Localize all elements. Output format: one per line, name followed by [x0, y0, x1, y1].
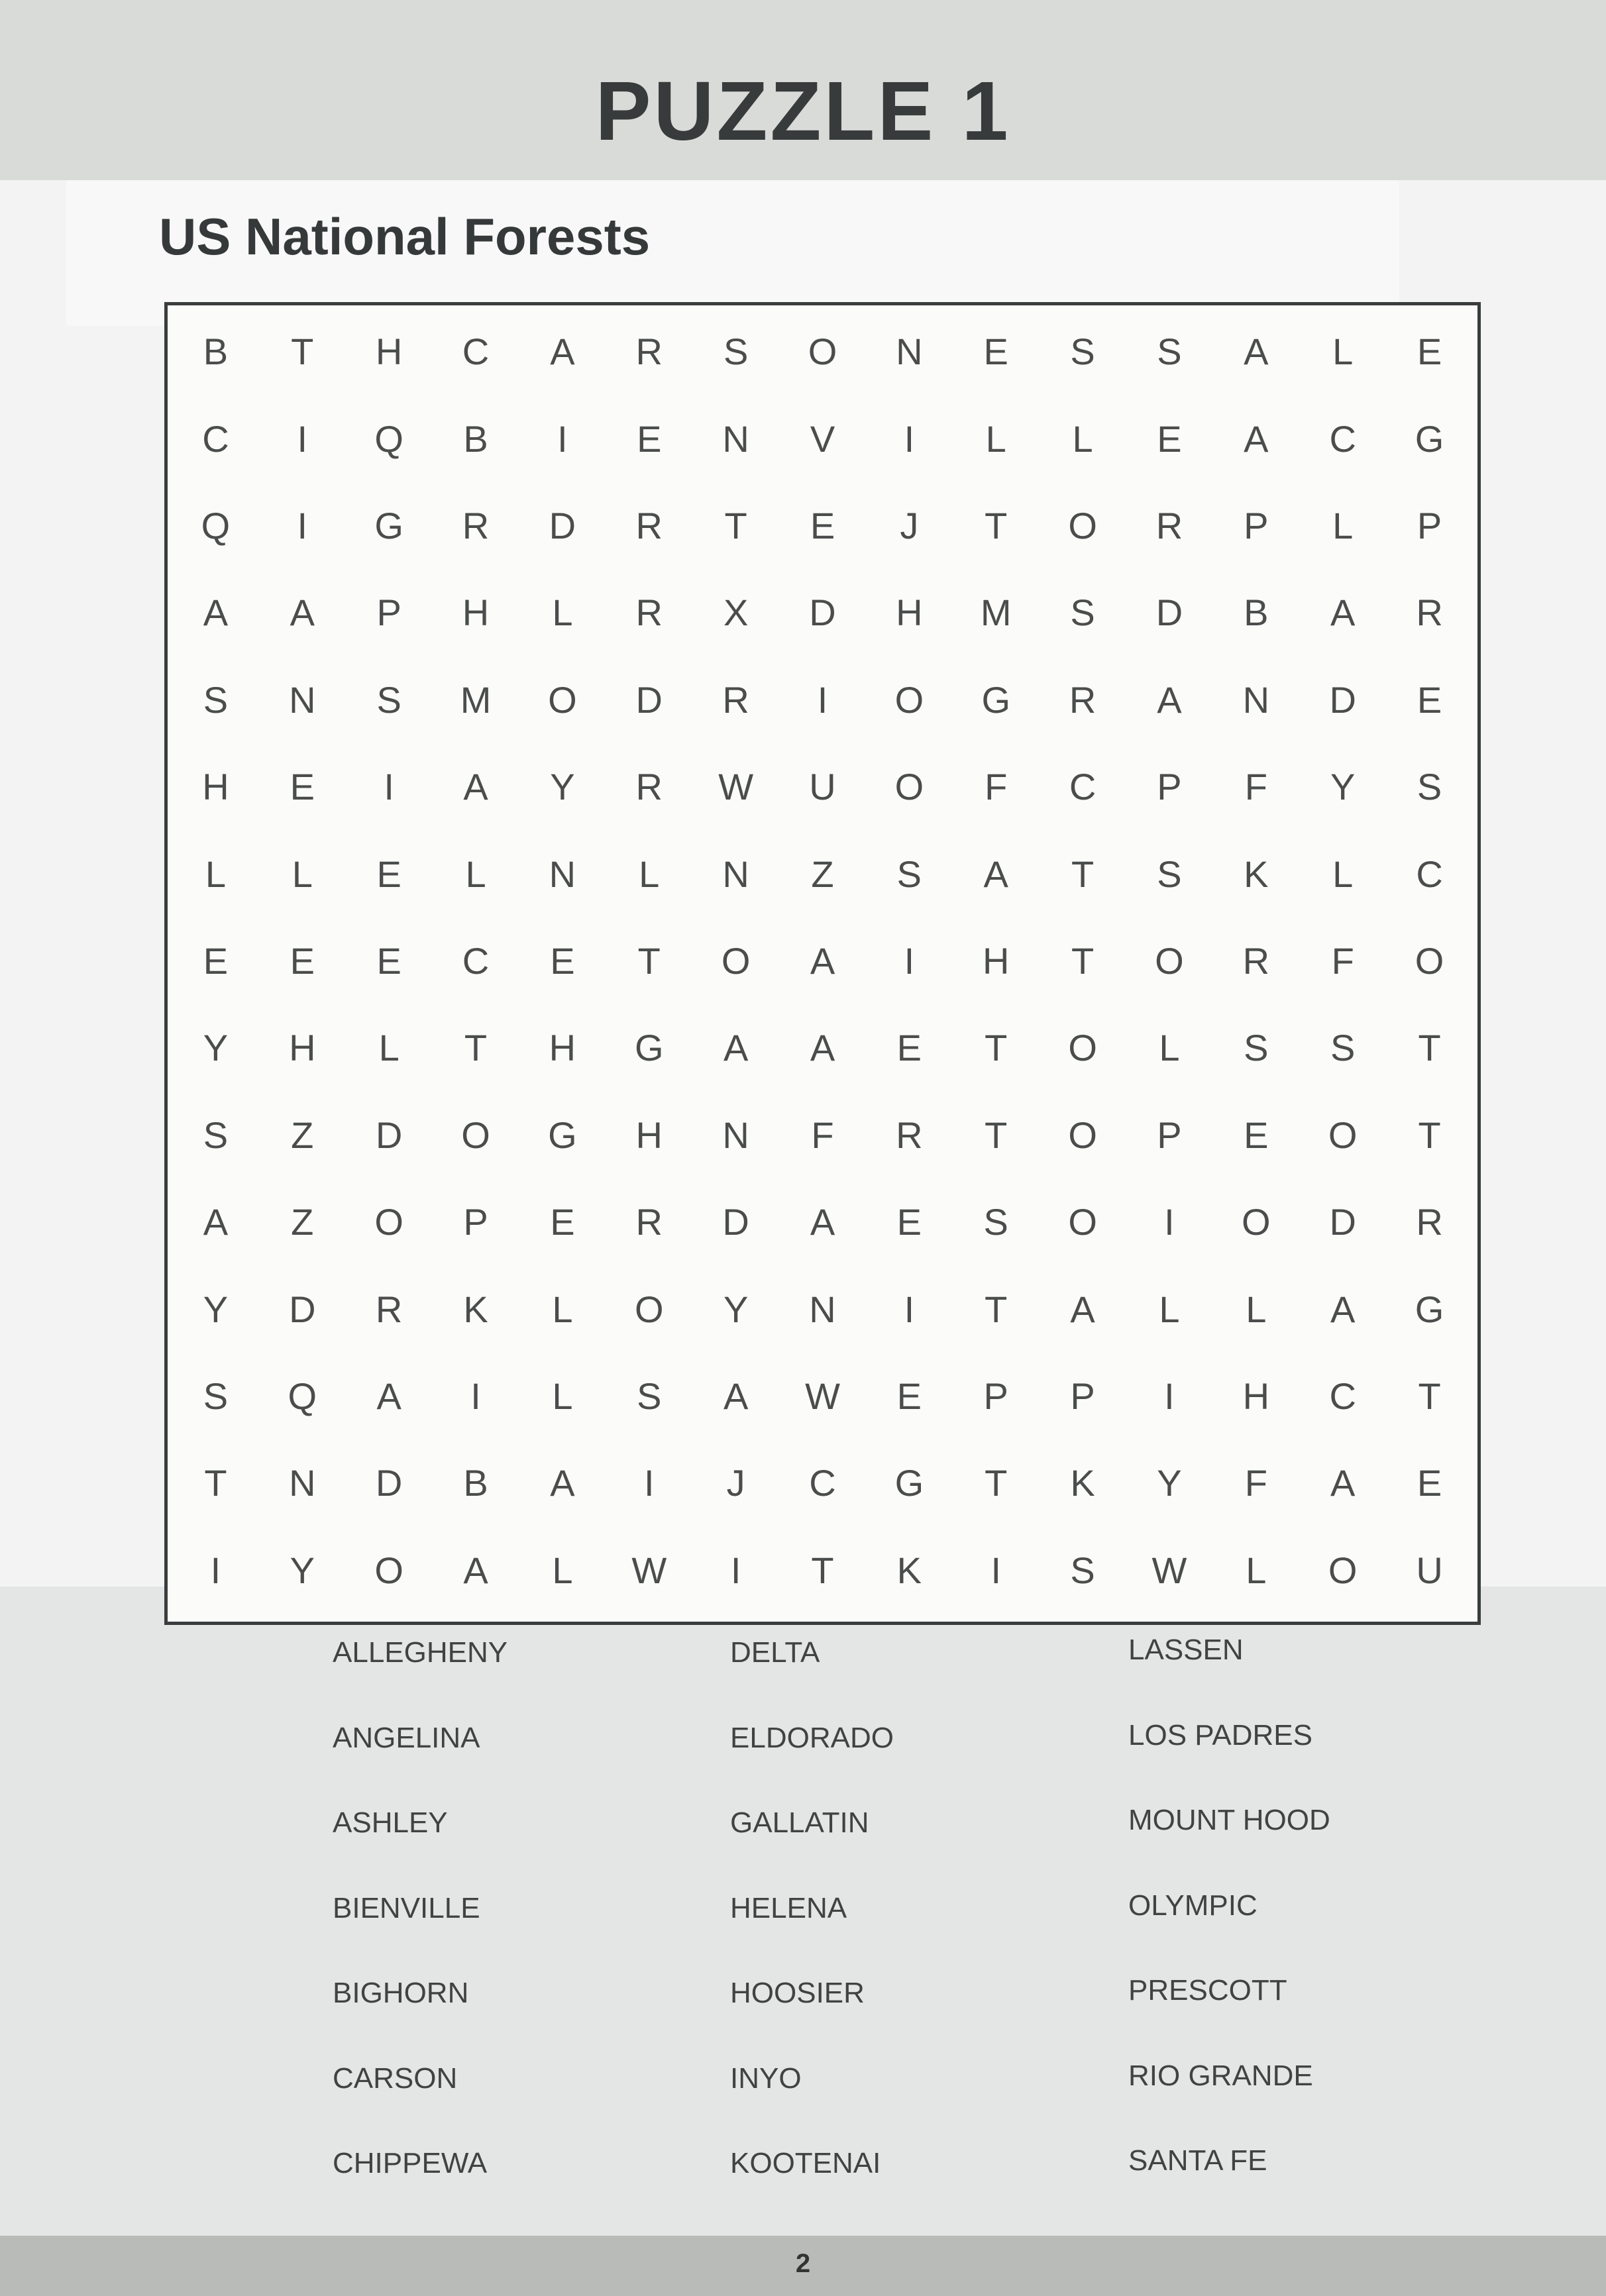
- grid-cell: R: [375, 1288, 403, 1330]
- grid-cell: G: [981, 678, 1010, 721]
- grid-cell: Q: [201, 504, 231, 547]
- grid-cell: N: [1242, 678, 1270, 721]
- word-list-item: LOS PADRES: [1128, 1718, 1312, 1751]
- grid-cell: S: [1157, 853, 1182, 895]
- grid-cell: N: [289, 678, 316, 721]
- grid-cell: S: [1417, 766, 1442, 808]
- grid-cell: T: [985, 1027, 1008, 1069]
- grid-cell: I: [210, 1549, 221, 1591]
- grid-cell: H: [896, 592, 923, 634]
- grid-cell: L: [552, 1375, 573, 1417]
- grid-cell: Y: [1330, 766, 1356, 808]
- grid-cell: S: [1070, 1549, 1095, 1591]
- grid-cell: A: [1330, 1288, 1356, 1330]
- grid-cell: S: [983, 1201, 1008, 1243]
- grid-cell: T: [985, 1114, 1008, 1156]
- grid-cell: J: [726, 1462, 745, 1504]
- word-list-item: CHIPPEWA: [333, 2147, 488, 2179]
- grid-cell: I: [297, 417, 308, 460]
- grid-cell: A: [810, 1027, 835, 1069]
- grid-cell: A: [550, 1462, 575, 1504]
- grid-cell: R: [1155, 504, 1183, 547]
- page-title: PUZZLE 1: [595, 64, 1011, 158]
- grid-cell: F: [985, 766, 1008, 808]
- grid-cell: G: [1415, 417, 1444, 460]
- grid-cell: T: [985, 1462, 1008, 1504]
- grid-cell: E: [896, 1027, 922, 1069]
- grid-cell: O: [1068, 1201, 1097, 1243]
- grid-cell: P: [1417, 504, 1442, 547]
- grid-cell: A: [203, 1201, 229, 1243]
- grid-cell: H: [983, 939, 1010, 982]
- grid-cell: T: [1418, 1114, 1441, 1156]
- grid-cell: T: [204, 1462, 227, 1504]
- grid-cell: G: [634, 1027, 664, 1069]
- grid-cell: O: [1415, 939, 1444, 982]
- word-list-item: PRESCOTT: [1128, 1974, 1287, 2007]
- grid-cell: F: [1331, 939, 1354, 982]
- grid-cell: E: [810, 504, 835, 547]
- grid-cell: I: [384, 766, 394, 808]
- grid-cell: P: [1244, 504, 1269, 547]
- letter-grid: [168, 305, 1477, 1622]
- grid-cell: A: [810, 939, 835, 982]
- grid-cell: M: [460, 678, 492, 721]
- grid-cell: O: [1328, 1549, 1358, 1591]
- grid-cell: O: [1068, 504, 1097, 547]
- grid-cell: Y: [290, 1549, 315, 1591]
- grid-cell: L: [552, 1288, 573, 1330]
- grid-cell: D: [1329, 1201, 1356, 1243]
- grid-cell: A: [463, 1549, 488, 1591]
- grid-cell: L: [292, 853, 313, 895]
- grid-cell: T: [637, 939, 661, 982]
- grid-cell: A: [463, 766, 488, 808]
- word-list-item: OLYMPIC: [1128, 1889, 1258, 1922]
- grid-cell: G: [374, 504, 403, 547]
- grid-cell: P: [1157, 766, 1182, 808]
- word-list-item: INYO: [730, 2061, 802, 2095]
- word-list-item: ELDORADO: [730, 1721, 894, 1754]
- grid-cell: L: [1332, 853, 1354, 895]
- grid-cell: C: [462, 939, 490, 982]
- grid-cell: C: [809, 1462, 836, 1504]
- grid-cell: E: [1417, 678, 1442, 721]
- grid-cell: W: [1151, 1549, 1187, 1591]
- grid-cell: P: [463, 1201, 488, 1243]
- grid-cell: A: [1157, 678, 1182, 721]
- word-list-item: ANGELINA: [333, 1721, 480, 1754]
- grid-cell: K: [1070, 1462, 1095, 1504]
- grid-cell: O: [721, 939, 751, 982]
- grid-cell: D: [549, 504, 576, 547]
- grid-cell: A: [1330, 592, 1356, 634]
- grid-cell: E: [290, 766, 315, 808]
- grid-cell: S: [637, 1375, 662, 1417]
- grid-cell: N: [289, 1462, 316, 1504]
- grid-cell: O: [1155, 939, 1184, 982]
- grid-cell: O: [1068, 1027, 1097, 1069]
- word-list-item: BIGHORN: [333, 1977, 469, 2009]
- grid-cell: S: [1330, 1027, 1356, 1069]
- grid-cell: A: [290, 592, 315, 634]
- grid-cell: C: [462, 331, 490, 373]
- grid-cell: E: [550, 939, 575, 982]
- grid-cell: R: [635, 1201, 663, 1243]
- grid-cell: Y: [1157, 1462, 1182, 1504]
- grid-cell: S: [1244, 1027, 1269, 1069]
- grid-cell: A: [550, 331, 575, 373]
- grid-cell: L: [552, 1549, 573, 1591]
- word-list-item: DELTA: [730, 1636, 820, 1669]
- grid-cell: T: [811, 1549, 834, 1591]
- grid-cell: O: [374, 1549, 403, 1591]
- grid-cell: F: [1244, 766, 1267, 808]
- grid-cell: D: [1155, 592, 1183, 634]
- grid-cell: N: [809, 1288, 836, 1330]
- word-list-item: CARSON: [333, 2061, 458, 2095]
- grid-cell: T: [724, 504, 747, 547]
- grid-cell: E: [376, 939, 402, 982]
- grid-cell: S: [203, 678, 229, 721]
- grid-cell: A: [723, 1375, 749, 1417]
- grid-cell: A: [1244, 331, 1269, 373]
- grid-cell: D: [375, 1114, 403, 1156]
- grid-cell: T: [1071, 939, 1095, 982]
- grid-cell: E: [203, 939, 229, 982]
- grid-cell: T: [291, 331, 314, 373]
- grid-cell: S: [203, 1114, 229, 1156]
- grid-cell: L: [639, 853, 660, 895]
- grid-cell: L: [1332, 504, 1354, 547]
- grid-cell: C: [1069, 766, 1097, 808]
- grid-cell: A: [810, 1201, 835, 1243]
- grid-cell: H: [375, 331, 403, 373]
- grid-cell: O: [1242, 1201, 1271, 1243]
- grid-cell: O: [461, 1114, 490, 1156]
- grid-cell: Y: [550, 766, 575, 808]
- grid-cell: R: [635, 331, 663, 373]
- grid-cell: I: [1164, 1375, 1175, 1417]
- word-list-item: ALLEGHENY: [333, 1636, 508, 1669]
- grid-cell: T: [1418, 1027, 1441, 1069]
- grid-cell: H: [289, 1027, 316, 1069]
- grid-cell: A: [1330, 1462, 1356, 1504]
- grid-cell: C: [202, 417, 229, 460]
- grid-cell: T: [1418, 1375, 1441, 1417]
- grid-cell: Z: [811, 853, 834, 895]
- word-list-item: SANTA FE: [1128, 2144, 1267, 2177]
- grid-cell: D: [635, 678, 663, 721]
- grid-cell: O: [808, 331, 837, 373]
- grid-cell: P: [1070, 1375, 1095, 1417]
- grid-cell: T: [985, 504, 1008, 547]
- grid-cell: A: [1070, 1288, 1095, 1330]
- grid-cell: L: [1332, 331, 1354, 373]
- grid-cell: D: [1329, 678, 1356, 721]
- grid-cell: C: [1329, 1375, 1356, 1417]
- grid-cell: S: [376, 678, 402, 721]
- grid-cell: Y: [203, 1027, 229, 1069]
- grid-cell: E: [637, 417, 662, 460]
- grid-cell: R: [462, 504, 490, 547]
- grid-cell: U: [1416, 1549, 1443, 1591]
- grid-cell: V: [810, 417, 835, 460]
- grid-cell: H: [202, 766, 229, 808]
- grid-cell: L: [378, 1027, 400, 1069]
- grid-cell: W: [805, 1375, 840, 1417]
- grid-cell: E: [983, 331, 1008, 373]
- grid-cell: R: [722, 678, 749, 721]
- grid-cell: E: [896, 1201, 922, 1243]
- grid-cell: G: [548, 1114, 577, 1156]
- grid-cell: K: [463, 1288, 488, 1330]
- grid-cell: S: [723, 331, 749, 373]
- grid-cell: D: [809, 592, 836, 634]
- grid-cell: S: [896, 853, 922, 895]
- grid-cell: R: [1416, 592, 1443, 634]
- page-number: 2: [795, 2249, 811, 2278]
- grid-cell: A: [203, 592, 229, 634]
- grid-cell: A: [376, 1375, 402, 1417]
- grid-cell: I: [904, 1288, 915, 1330]
- grid-cell: S: [203, 1375, 229, 1417]
- word-list-item: KOOTENAI: [730, 2147, 881, 2179]
- word-list-item: HELENA: [730, 1891, 847, 1924]
- word-list-item: RIO GRANDE: [1128, 2059, 1313, 2092]
- grid-cell: B: [203, 331, 229, 373]
- grid-cell: T: [1071, 853, 1095, 895]
- grid-cell: R: [635, 504, 663, 547]
- grid-cell: O: [1068, 1114, 1097, 1156]
- grid-cell: F: [811, 1114, 834, 1156]
- grid-cell: I: [643, 1462, 655, 1504]
- grid-cell: A: [723, 1027, 749, 1069]
- grid-cell: I: [557, 417, 568, 460]
- grid-cell: E: [1157, 417, 1182, 460]
- grid-cell: P: [983, 1375, 1008, 1417]
- word-list-item: MOUNT HOOD: [1128, 1804, 1330, 1836]
- grid-cell: F: [1244, 1462, 1267, 1504]
- grid-cell: P: [1157, 1114, 1182, 1156]
- grid-cell: Q: [288, 1375, 317, 1417]
- grid-cell: A: [1244, 417, 1269, 460]
- grid-cell: I: [904, 417, 915, 460]
- grid-cell: R: [635, 766, 663, 808]
- grid-cell: I: [470, 1375, 481, 1417]
- grid-cell: C: [1329, 417, 1356, 460]
- grid-cell: G: [894, 1462, 924, 1504]
- grid-cell: Z: [291, 1114, 314, 1156]
- grid-cell: D: [375, 1462, 403, 1504]
- grid-cell: R: [896, 1114, 923, 1156]
- grid-cell: I: [990, 1549, 1001, 1591]
- grid-cell: K: [1244, 853, 1269, 895]
- grid-cell: E: [1417, 1462, 1442, 1504]
- grid-cell: H: [635, 1114, 663, 1156]
- grid-cell: X: [723, 592, 749, 634]
- grid-cell: E: [896, 1375, 922, 1417]
- grid-cell: I: [904, 939, 915, 982]
- grid-cell: N: [896, 331, 923, 373]
- grid-cell: L: [985, 417, 1006, 460]
- grid-cell: B: [1244, 592, 1269, 634]
- grid-cell: T: [464, 1027, 488, 1069]
- word-list: [0, 1636, 1606, 2232]
- grid-cell: Y: [723, 1288, 749, 1330]
- grid-cell: E: [1417, 331, 1442, 373]
- grid-cell: L: [1072, 417, 1093, 460]
- grid-cell: I: [817, 678, 828, 721]
- grid-cell: B: [463, 417, 488, 460]
- word-search-grid: [164, 302, 1481, 1625]
- grid-cell: I: [1164, 1201, 1175, 1243]
- grid-cell: R: [1416, 1201, 1443, 1243]
- word-list-item: ASHLEY: [333, 1806, 448, 1839]
- word-list-item: BIENVILLE: [333, 1891, 480, 1924]
- grid-cell: R: [1069, 678, 1097, 721]
- grid-cell: O: [374, 1201, 403, 1243]
- grid-cell: D: [722, 1201, 749, 1243]
- grid-cell: T: [985, 1288, 1008, 1330]
- grid-cell: I: [730, 1549, 741, 1591]
- grid-cell: U: [809, 766, 836, 808]
- grid-cell: E: [550, 1201, 575, 1243]
- grid-cell: J: [900, 504, 919, 547]
- grid-cell: O: [894, 766, 924, 808]
- puzzle-subtitle: US National Forests: [159, 207, 651, 266]
- grid-cell: Y: [203, 1288, 229, 1330]
- grid-cell: L: [1159, 1027, 1180, 1069]
- grid-cell: P: [376, 592, 402, 634]
- grid-cell: B: [463, 1462, 488, 1504]
- grid-cell: O: [548, 678, 577, 721]
- grid-cell: L: [1246, 1549, 1267, 1591]
- grid-cell: L: [1246, 1288, 1267, 1330]
- word-list-item: LASSEN: [1128, 1634, 1244, 1666]
- grid-cell: S: [1070, 331, 1095, 373]
- grid-cell: L: [465, 853, 486, 895]
- grid-cell: E: [1244, 1114, 1269, 1156]
- grid-cell: L: [205, 853, 226, 895]
- grid-cell: E: [376, 853, 402, 895]
- grid-cell: R: [1242, 939, 1270, 982]
- grid-cell: N: [722, 417, 749, 460]
- word-list-item: HOOSIER: [730, 1977, 865, 2009]
- grid-cell: W: [631, 1549, 667, 1591]
- grid-cell: K: [896, 1549, 922, 1591]
- grid-cell: Q: [374, 417, 403, 460]
- grid-cell: O: [1328, 1114, 1358, 1156]
- grid-cell: A: [983, 853, 1008, 895]
- grid-cell: I: [297, 504, 308, 547]
- grid-cell: M: [980, 592, 1012, 634]
- grid-cell: E: [290, 939, 315, 982]
- grid-cell: H: [462, 592, 490, 634]
- grid-cell: S: [1070, 592, 1095, 634]
- grid-cell: C: [1416, 853, 1443, 895]
- grid-cell: S: [1157, 331, 1182, 373]
- grid-cell: W: [718, 766, 754, 808]
- grid-cell: H: [1242, 1375, 1270, 1417]
- grid-cell: D: [289, 1288, 316, 1330]
- grid-cell: Z: [291, 1201, 314, 1243]
- grid-cell: N: [722, 853, 749, 895]
- grid-cell: H: [549, 1027, 576, 1069]
- grid-cell: N: [722, 1114, 749, 1156]
- grid-cell: L: [1159, 1288, 1180, 1330]
- word-list-item: GALLATIN: [730, 1806, 869, 1839]
- grid-cell: L: [552, 592, 573, 634]
- grid-cell: R: [635, 592, 663, 634]
- grid-cell: O: [634, 1288, 664, 1330]
- grid-cell: N: [549, 853, 576, 895]
- grid-cell: G: [1415, 1288, 1444, 1330]
- grid-cell: O: [894, 678, 924, 721]
